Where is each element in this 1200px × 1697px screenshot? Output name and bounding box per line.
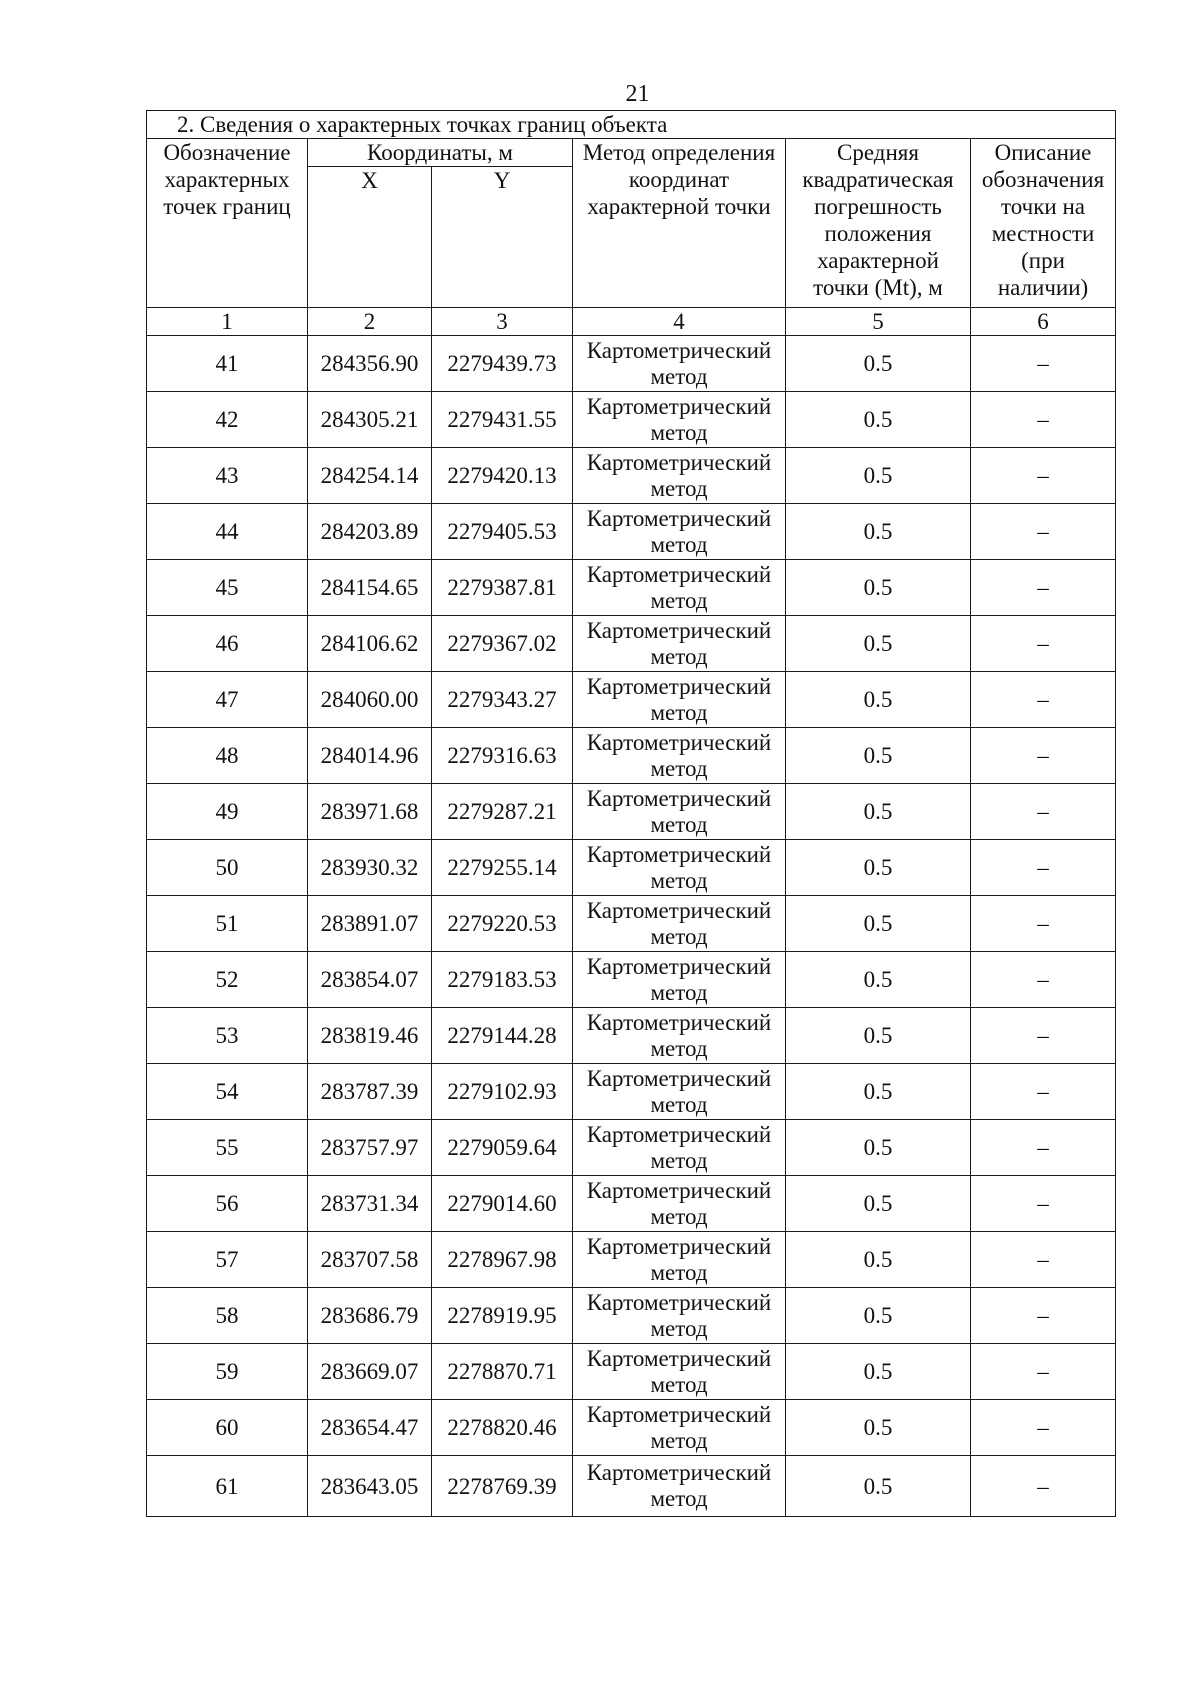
page-number: 21 <box>625 81 650 107</box>
point-id-cell: 47 <box>147 672 308 728</box>
method-cell: Картометрический метод <box>573 1064 786 1120</box>
method-cell: Картометрический метод <box>573 1288 786 1344</box>
y-coordinate-cell: 2279287.21 <box>432 784 573 840</box>
header-y: Y <box>432 167 573 308</box>
mean-error-cell: 0.5 <box>786 1176 971 1232</box>
point-id-cell: 49 <box>147 784 308 840</box>
mean-error-cell: 0.5 <box>786 448 971 504</box>
mean-error-cell: 0.5 <box>786 1064 971 1120</box>
mean-error-cell: 0.5 <box>786 504 971 560</box>
description-cell: – <box>971 784 1116 840</box>
method-cell: Картометрический метод <box>573 672 786 728</box>
y-coordinate-cell: 2279316.63 <box>432 728 573 784</box>
description-cell: – <box>971 504 1116 560</box>
method-cell: Картометрический метод <box>573 336 786 392</box>
mean-error-cell: 0.5 <box>786 1344 971 1400</box>
x-coordinate-cell: 283891.07 <box>308 896 432 952</box>
y-coordinate-cell: 2279220.53 <box>432 896 573 952</box>
point-id-cell: 51 <box>147 896 308 952</box>
description-cell: – <box>971 1176 1116 1232</box>
point-id-cell: 45 <box>147 560 308 616</box>
description-cell: – <box>971 672 1116 728</box>
table-row <box>147 448 1116 504</box>
y-coordinate-cell: 2279387.81 <box>432 560 573 616</box>
x-coordinate-cell: 284106.62 <box>308 616 432 672</box>
mean-error-cell: 0.5 <box>786 952 971 1008</box>
method-cell: Картометрический метод <box>573 1456 786 1517</box>
description-cell: – <box>971 1232 1116 1288</box>
column-number: 2 <box>308 308 432 336</box>
section-title: 2. Сведения о характерных точках границ объекта <box>147 111 1116 139</box>
x-coordinate-cell: 283971.68 <box>308 784 432 840</box>
description-cell: – <box>971 560 1116 616</box>
method-cell: Картометрический метод <box>573 616 786 672</box>
y-coordinate-cell: 2279102.93 <box>432 1064 573 1120</box>
column-number: 3 <box>432 308 573 336</box>
point-id-cell: 54 <box>147 1064 308 1120</box>
point-id-cell: 42 <box>147 392 308 448</box>
x-coordinate-cell: 283757.97 <box>308 1120 432 1176</box>
x-coordinate-cell: 284203.89 <box>308 504 432 560</box>
table-row <box>147 896 1116 952</box>
description-cell: – <box>971 728 1116 784</box>
mean-error-cell: 0.5 <box>786 672 971 728</box>
y-coordinate-cell: 2278769.39 <box>432 1456 573 1517</box>
method-cell: Картометрический метод <box>573 1176 786 1232</box>
x-coordinate-cell: 283643.05 <box>308 1456 432 1517</box>
table-row <box>147 1232 1116 1288</box>
x-coordinate-cell: 283669.07 <box>308 1344 432 1400</box>
table-row <box>147 1456 1116 1517</box>
description-cell: – <box>971 896 1116 952</box>
point-id-cell: 53 <box>147 1008 308 1064</box>
description-cell: – <box>971 1288 1116 1344</box>
y-coordinate-cell: 2279405.53 <box>432 504 573 560</box>
table-row <box>147 1344 1116 1400</box>
y-coordinate-cell: 2279431.55 <box>432 392 573 448</box>
x-coordinate-cell: 284154.65 <box>308 560 432 616</box>
method-cell: Картометрический метод <box>573 896 786 952</box>
method-cell: Картометрический метод <box>573 784 786 840</box>
table-row <box>147 1008 1116 1064</box>
point-id-cell: 50 <box>147 840 308 896</box>
point-id-cell: 46 <box>147 616 308 672</box>
mean-error-cell: 0.5 <box>786 840 971 896</box>
x-coordinate-cell: 283707.58 <box>308 1232 432 1288</box>
description-cell: – <box>971 392 1116 448</box>
mean-error-cell: 0.5 <box>786 616 971 672</box>
table-row <box>147 1176 1116 1232</box>
point-id-cell: 59 <box>147 1344 308 1400</box>
y-coordinate-cell: 2279255.14 <box>432 840 573 896</box>
x-coordinate-cell: 284305.21 <box>308 392 432 448</box>
table-row <box>147 560 1116 616</box>
description-cell: – <box>971 1344 1116 1400</box>
point-id-cell: 48 <box>147 728 308 784</box>
column-number-row <box>147 308 1116 336</box>
method-cell: Картометрический метод <box>573 1232 786 1288</box>
header-method: Метод определения координат характерной точки <box>573 139 786 308</box>
header-coordinates: Координаты, м <box>308 139 573 167</box>
table-row <box>147 1064 1116 1120</box>
y-coordinate-cell: 2279420.13 <box>432 448 573 504</box>
y-coordinate-cell: 2278870.71 <box>432 1344 573 1400</box>
mean-error-cell: 0.5 <box>786 896 971 952</box>
mean-error-cell: 0.5 <box>786 1288 971 1344</box>
header-description: Описание обозначения точки на местности (при наличии) <box>971 139 1116 308</box>
table-row <box>147 1120 1116 1176</box>
point-id-cell: 57 <box>147 1232 308 1288</box>
x-coordinate-cell: 283686.79 <box>308 1288 432 1344</box>
x-coordinate-cell: 283819.46 <box>308 1008 432 1064</box>
y-coordinate-cell: 2278919.95 <box>432 1288 573 1344</box>
x-coordinate-cell: 284060.00 <box>308 672 432 728</box>
y-coordinate-cell: 2279059.64 <box>432 1120 573 1176</box>
header-mean-error: Средняя квадратическая погрешность положения характерной точки (Mt), м <box>786 139 971 308</box>
y-coordinate-cell: 2279183.53 <box>432 952 573 1008</box>
mean-error-cell: 0.5 <box>786 1120 971 1176</box>
table-row <box>147 952 1116 1008</box>
method-cell: Картометрический метод <box>573 1120 786 1176</box>
table-row <box>147 840 1116 896</box>
y-coordinate-cell: 2278820.46 <box>432 1400 573 1456</box>
mean-error-cell: 0.5 <box>786 1400 971 1456</box>
point-id-cell: 61 <box>147 1456 308 1517</box>
x-coordinate-cell: 283930.32 <box>308 840 432 896</box>
point-id-cell: 44 <box>147 504 308 560</box>
point-id-cell: 43 <box>147 448 308 504</box>
description-cell: – <box>971 336 1116 392</box>
description-cell: – <box>971 1064 1116 1120</box>
x-coordinate-cell: 284254.14 <box>308 448 432 504</box>
x-coordinate-cell: 283854.07 <box>308 952 432 1008</box>
description-cell: – <box>971 952 1116 1008</box>
description-cell: – <box>971 1400 1116 1456</box>
point-id-cell: 60 <box>147 1400 308 1456</box>
y-coordinate-cell: 2279367.02 <box>432 616 573 672</box>
method-cell: Картометрический метод <box>573 504 786 560</box>
table-row <box>147 728 1116 784</box>
point-id-cell: 58 <box>147 1288 308 1344</box>
table-row <box>147 784 1116 840</box>
mean-error-cell: 0.5 <box>786 560 971 616</box>
description-cell: – <box>971 1456 1116 1517</box>
mean-error-cell: 0.5 <box>786 1232 971 1288</box>
mean-error-cell: 0.5 <box>786 728 971 784</box>
table-row <box>147 392 1116 448</box>
x-coordinate-cell: 283787.39 <box>308 1064 432 1120</box>
mean-error-cell: 0.5 <box>786 784 971 840</box>
table-row <box>147 336 1116 392</box>
mean-error-cell: 0.5 <box>786 336 971 392</box>
point-id-cell: 56 <box>147 1176 308 1232</box>
x-coordinate-cell: 283654.47 <box>308 1400 432 1456</box>
column-number: 6 <box>971 308 1116 336</box>
method-cell: Картометрический метод <box>573 840 786 896</box>
header-x: X <box>308 167 432 308</box>
mean-error-cell: 0.5 <box>786 392 971 448</box>
method-cell: Картометрический метод <box>573 448 786 504</box>
description-cell: – <box>971 1008 1116 1064</box>
x-coordinate-cell: 284014.96 <box>308 728 432 784</box>
description-cell: – <box>971 1120 1116 1176</box>
point-id-cell: 55 <box>147 1120 308 1176</box>
column-number: 5 <box>786 308 971 336</box>
y-coordinate-cell: 2279343.27 <box>432 672 573 728</box>
mean-error-cell: 0.5 <box>786 1008 971 1064</box>
table-row <box>147 616 1116 672</box>
table-row <box>147 504 1116 560</box>
method-cell: Картометрический метод <box>573 1344 786 1400</box>
y-coordinate-cell: 2278967.98 <box>432 1232 573 1288</box>
x-coordinate-cell: 283731.34 <box>308 1176 432 1232</box>
x-coordinate-cell: 284356.90 <box>308 336 432 392</box>
method-cell: Картометрический метод <box>573 1400 786 1456</box>
method-cell: Картометрический метод <box>573 392 786 448</box>
point-id-cell: 52 <box>147 952 308 1008</box>
method-cell: Картометрический метод <box>573 560 786 616</box>
point-id-cell: 41 <box>147 336 308 392</box>
table-row <box>147 1400 1116 1456</box>
column-number: 1 <box>147 308 308 336</box>
header-point-designation: Обозначение характерных точек границ <box>147 139 308 308</box>
y-coordinate-cell: 2279144.28 <box>432 1008 573 1064</box>
mean-error-cell: 0.5 <box>786 1456 971 1517</box>
description-cell: – <box>971 448 1116 504</box>
y-coordinate-cell: 2279014.60 <box>432 1176 573 1232</box>
method-cell: Картометрический метод <box>573 952 786 1008</box>
description-cell: – <box>971 616 1116 672</box>
method-cell: Картометрический метод <box>573 1008 786 1064</box>
table-row <box>147 672 1116 728</box>
method-cell: Картометрический метод <box>573 728 786 784</box>
y-coordinate-cell: 2279439.73 <box>432 336 573 392</box>
table-row <box>147 1288 1116 1344</box>
boundary-points-table <box>146 110 1116 1517</box>
column-number: 4 <box>573 308 786 336</box>
description-cell: – <box>971 840 1116 896</box>
